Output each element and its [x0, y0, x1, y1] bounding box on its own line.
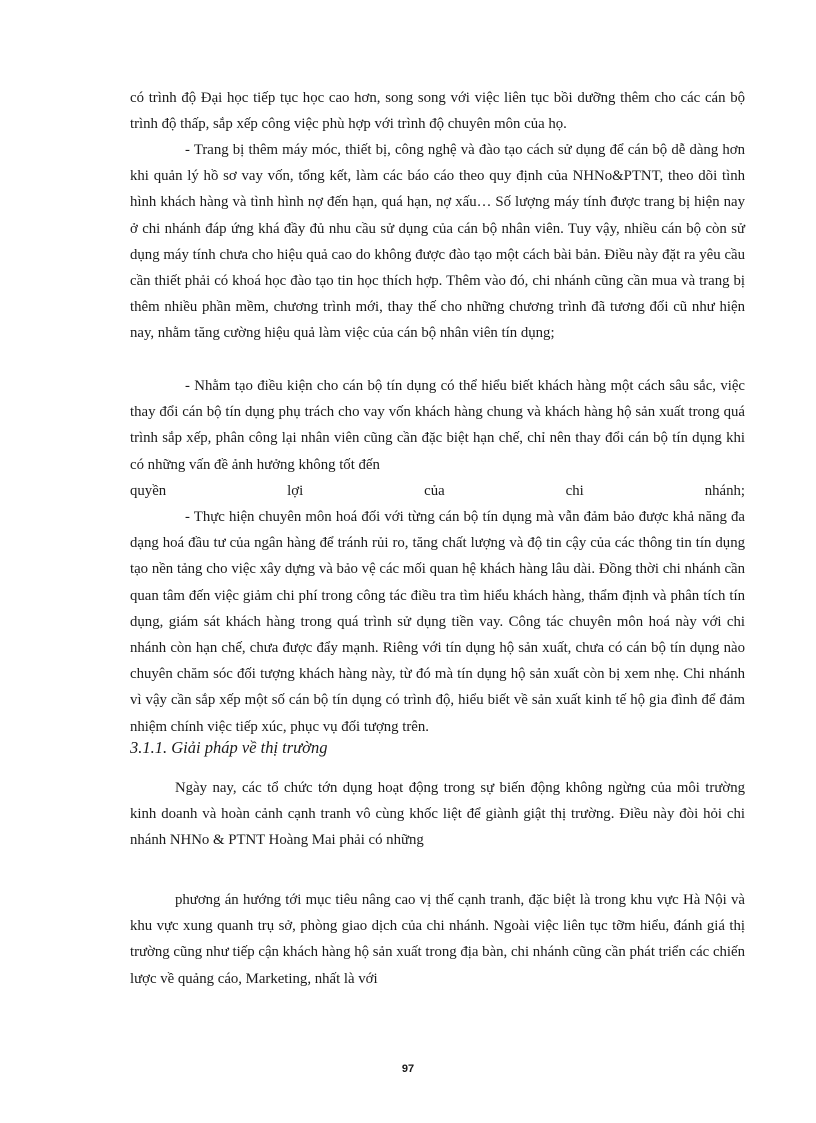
spread-word: nhánh;: [704, 483, 745, 499]
spread-line: [130, 478, 745, 504]
paragraph-market-1: Ngày nay, các tổ chức tớn dụng hoạt động trong sự biến động không ngừng của môi trường kinh doanh và hoàn cảnh cạnh tranh vô cùng khốc liệt để giành giật thị trường. Điều này đòi hỏi chi nhánh NHNo & PTNT Hoàng Mai phải có những: [130, 780, 745, 849]
spread-word: lợi: [287, 483, 304, 499]
spread-word: của: [424, 483, 445, 499]
paragraph-conditions: - Nhằm tạo điều kiện cho cán bộ tín dụng có thể hiểu biết khách hàng một cách sâu sắc, việc thay đổi cán bộ tín dụng phụ trách cho vay vốn khách hàng chung và khách hàng hộ sản xuất trong quá trình sắp xếp, phân công lại nhân viên cũng cần đặc biệt hạn chế, chỉ nên thay đổi cán bộ tín dụng khi có những vấn đề ảnh hưởng không tốt đến: [130, 378, 745, 473]
paragraph-equipment: - Trang bị thêm máy móc, thiết bị, công nghệ và đào tạo cách sử dụng để cán bộ dễ dàng hơn khi quản lý hồ sơ vay vốn, tổng kết, làm các báo cáo theo quy định của NHNo&PTNT, theo dõi tình hình khách hàng và tình hình nợ đến hạn, quá hạn, nợ xấu… Số lượng máy tính được trang bị hiện nay ở chi nhánh đáp ứng khá đầy đủ nhu cầu sử dụng của cán bộ nhân viên. Tuy vậy, nhiều cán bộ còn sử dụng máy tính chưa cho hiệu quả cao do không được đào tạo một cách bài bản. Điều này đặt ra yêu cầu cần thiết phải có khoá học đào tạo tin học thích hợp. Thêm vào đó, chi nhánh cũng cần mua và trang bị thêm nhiều phần mềm, chương trình mới, thay thế cho những chương trình đã tương đối cũ như hiện nay, nhằm tăng cường hiệu quả làm việc của cán bộ nhân viên tín dụng;: [130, 142, 745, 342]
paragraph-specialize: - Thực hiện chuyên môn hoá đối với từng cán bộ tín dụng mà vẫn đảm bảo được khả năng đa dạng hoá đầu tư của ngân hàng để tránh rủi ro, tăng chất lượng và độ tin cậy của các thông tin tín dụng tạo nền tảng cho việc xây dựng và bảo vệ các mối quan hệ khách hàng lâu dài. Đồng thời chi nhánh cần quan tâm đến việc giảm chi phí trong công tác điều tra tìm hiểu khách hàng, thẩm định và phân tích tín dụng, giám sát khách hàng trong quá trình sử dụng tiền vay. Công tác chuyên môn hoá này với chi nhánh còn hạn chế, chưa được đẩy mạnh. Riêng với tín dụng hộ sản xuất, chưa có cán bộ tín dụng nào chuyên chăm sóc đối tượng khách hàng này, từ đó mà tín dụng hộ sản xuất còn bị xem nhẹ. Chi nhánh vì vậy cần sắp xếp một số cán bộ tín dụng có trình độ, hiểu biết về sản xuất kinh tế hộ gia đình để đảm nhiệm chính việc tiếp xúc, phục vụ đối tượng trên.: [130, 509, 745, 735]
paragraph-intro: có trình độ Đại học tiếp tục học cao hơn, song song với việc liên tục bồi dưỡng thêm cho các cán bộ trình độ thấp, sắp xếp công việc phù hợp với trình độ chuyên môn của họ.: [130, 90, 745, 133]
spread-word: quyền: [130, 483, 167, 499]
paragraph-market-2: phương án hướng tới mục tiêu nâng cao vị thế cạnh tranh, đặc biệt là trong khu vực Hà Nội và khu vực xung quanh trụ sở, phòng giao dịch của chi nhánh. Ngoài việc liên tục tỡm hiểu, đánh giá thị trường cũng như tiếp cận khách hàng hộ sản xuất trong địa bàn, chi nhánh cũng cần phát triển các chiến lược về quảng cáo, Marketing, nhất là với: [130, 892, 745, 987]
page-number: 97: [401, 1063, 415, 1075]
section-heading: 3.1.1. Giải pháp về thị trường: [130, 738, 328, 757]
spread-word: chi: [565, 483, 584, 499]
